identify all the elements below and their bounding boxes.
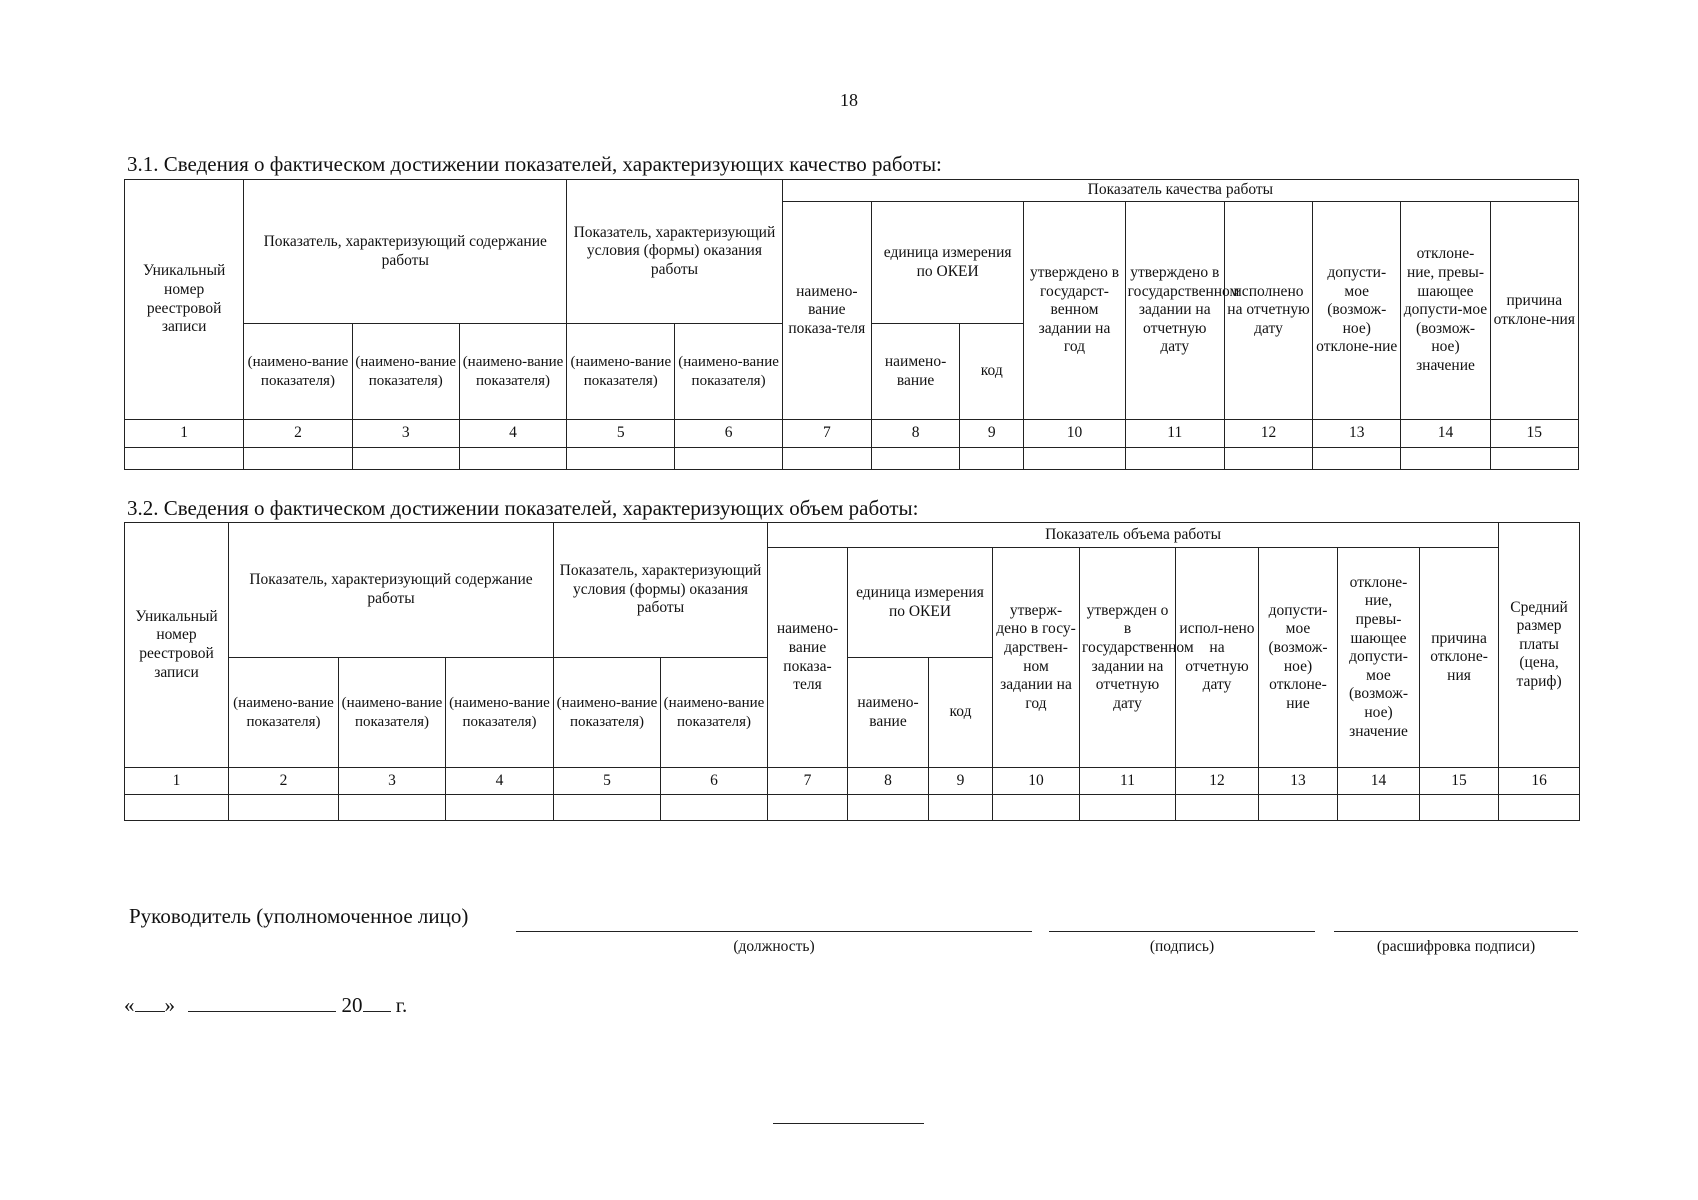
- table-cell[interactable]: [1176, 795, 1259, 821]
- table-cell[interactable]: [871, 448, 959, 470]
- sub-indicator-name: (наимено-вание показателя): [459, 324, 566, 420]
- table-cell[interactable]: [352, 448, 459, 470]
- close-quote: »: [164, 993, 175, 1017]
- table-cell[interactable]: [1420, 795, 1499, 821]
- column-number: 7: [768, 768, 848, 795]
- open-quote: «: [124, 993, 135, 1017]
- section-title-volume: 3.2. Сведения о фактическом достижении показателей, характеризующих объем работы:: [127, 496, 919, 520]
- table-cell[interactable]: [459, 448, 566, 470]
- column-number: 13: [1259, 768, 1338, 795]
- table-row-empty: [125, 448, 1579, 470]
- page-number: 18: [840, 90, 858, 110]
- column-number: 2: [244, 420, 352, 448]
- signature-caption: (подпись): [1149, 938, 1215, 955]
- header-quality-group: Показатель качества работы: [782, 180, 1578, 202]
- table-cell[interactable]: [1080, 795, 1176, 821]
- table-cell[interactable]: [554, 795, 661, 821]
- column-number: 11: [1125, 420, 1224, 448]
- table-cell[interactable]: [960, 448, 1024, 470]
- column-number: 3: [352, 420, 459, 448]
- table-cell[interactable]: [567, 448, 675, 470]
- table-cell[interactable]: [125, 448, 244, 470]
- header-executed: исполнено на отчетную дату: [1224, 202, 1312, 420]
- header-unit-name: наимено-вание: [848, 658, 929, 768]
- header-unit-okei: единица измерения по ОКЕИ: [871, 202, 1023, 324]
- year-suffix: г.: [395, 993, 408, 1017]
- table-cell[interactable]: [768, 795, 848, 821]
- year-blank[interactable]: [363, 993, 391, 1012]
- header-volume-group: Показатель объема работы: [768, 523, 1499, 548]
- column-number: 14: [1401, 420, 1490, 448]
- sub-indicator-name: (наимено-вание показателя): [675, 324, 782, 420]
- column-number: 5: [567, 420, 675, 448]
- volume-indicators-table: [124, 522, 1580, 821]
- footer-divider: [773, 1123, 924, 1124]
- table-cell[interactable]: [1499, 795, 1580, 821]
- header-indicator-name: наимено-вание показа-теля: [782, 202, 871, 420]
- table-cell[interactable]: [675, 448, 782, 470]
- table-cell[interactable]: [1224, 448, 1312, 470]
- header-executed: испол-нено на отчетную дату: [1176, 548, 1259, 768]
- header-unique-number: Уникальный номер реестровой записи: [125, 180, 244, 420]
- header-exceeding-deviation: отклоне-ние, превы-шающее допусти-мое (возмож-ное) значение: [1401, 202, 1490, 420]
- column-number: 6: [675, 420, 782, 448]
- column-number: 5: [554, 768, 661, 795]
- column-number: 15: [1420, 768, 1499, 795]
- column-number: 10: [1024, 420, 1125, 448]
- sub-indicator-name: (наимено-вание показателя): [567, 324, 675, 420]
- table-cell[interactable]: [125, 795, 229, 821]
- column-number: 13: [1313, 420, 1401, 448]
- date-line: [124, 993, 407, 1018]
- column-number: 4: [459, 420, 566, 448]
- column-number: 3: [339, 768, 446, 795]
- table-cell[interactable]: [1401, 448, 1490, 470]
- header-unit-name: наимено-вание: [871, 324, 959, 420]
- signature-decode-line[interactable]: [1334, 931, 1578, 932]
- sub-indicator-name: (наимено-вание показателя): [244, 324, 352, 420]
- section-title-quality: 3.1. Сведения о фактическом достижении показателей, характеризующих качество работы:: [127, 152, 942, 176]
- column-number: 15: [1490, 420, 1578, 448]
- column-number: 14: [1338, 768, 1420, 795]
- header-unit-code: код: [929, 658, 993, 768]
- header-average-fee: Средний размер платы (цена, тариф): [1499, 523, 1580, 768]
- header-approved-date: утверждено в государственном задании на отчетную дату: [1125, 202, 1224, 420]
- header-deviation-reason: причина отклоне-ния: [1490, 202, 1578, 420]
- table-cell[interactable]: [244, 448, 352, 470]
- column-number: 1: [125, 420, 244, 448]
- table-cell[interactable]: [661, 795, 768, 821]
- column-number: 10: [993, 768, 1080, 795]
- sub-indicator-name: (наимено-вание показателя): [352, 324, 459, 420]
- header-content-indicator: Показатель, характеризующий содержание работы: [229, 523, 554, 658]
- header-unit-code: код: [960, 324, 1024, 420]
- table-cell[interactable]: [848, 795, 929, 821]
- header-deviation-reason: причина отклоне-ния: [1420, 548, 1499, 768]
- header-exceeding-deviation: отклоне-ние, превы-шающее допусти-мое (возмож-ное) значение: [1338, 548, 1420, 768]
- header-allowed-deviation: допусти-мое (возмож-ное) отклоне-ние: [1259, 548, 1338, 768]
- day-blank[interactable]: [135, 993, 165, 1012]
- table-cell[interactable]: [1125, 448, 1224, 470]
- table-cell[interactable]: [993, 795, 1080, 821]
- table-cell[interactable]: [446, 795, 554, 821]
- header-conditions-indicator: Показатель, характеризующий условия (формы) оказания работы: [567, 180, 783, 324]
- header-conditions-indicator: Показатель, характеризующий условия (формы) оказания работы: [554, 523, 768, 658]
- sub-indicator-name: (наимено-вание показателя): [446, 658, 554, 768]
- column-number: 9: [929, 768, 993, 795]
- table-cell[interactable]: [1490, 448, 1578, 470]
- column-number: 1: [125, 768, 229, 795]
- position-line[interactable]: [516, 931, 1032, 932]
- table-row-empty: [125, 795, 1580, 821]
- column-number: 8: [871, 420, 959, 448]
- table-cell[interactable]: [1259, 795, 1338, 821]
- sub-indicator-name: (наимено-вание показателя): [661, 658, 768, 768]
- table-cell[interactable]: [929, 795, 993, 821]
- signature-label: Руководитель (уполномоченное лицо): [129, 904, 469, 928]
- table-cell[interactable]: [1338, 795, 1420, 821]
- table-cell[interactable]: [339, 795, 446, 821]
- header-approved-year: утверж-дено в госу-дарствен-ном задании на год: [993, 548, 1080, 768]
- column-number: 2: [229, 768, 339, 795]
- column-number: 8: [848, 768, 929, 795]
- header-unique-number: Уникальный номер реестровой записи: [125, 523, 229, 768]
- year-prefix: 20: [341, 993, 363, 1017]
- column-number: 9: [960, 420, 1024, 448]
- column-number: 7: [782, 420, 871, 448]
- header-approved-year: утверждено в государст-венном задании на год: [1024, 202, 1125, 420]
- month-blank[interactable]: [188, 993, 336, 1012]
- decode-caption: (расшифровка подписи): [1376, 938, 1536, 955]
- header-allowed-deviation: допусти-мое (возмож-ное) отклоне-ние: [1313, 202, 1401, 420]
- signature-line[interactable]: [1049, 931, 1315, 932]
- column-number: 12: [1224, 420, 1312, 448]
- table-cell[interactable]: [782, 448, 871, 470]
- sub-indicator-name: (наимено-вание показателя): [229, 658, 339, 768]
- sub-indicator-name: (наимено-вание показателя): [339, 658, 446, 768]
- sub-indicator-name: (наимено-вание показателя): [554, 658, 661, 768]
- table-cell[interactable]: [229, 795, 339, 821]
- quality-indicators-table: [124, 179, 1579, 470]
- header-approved-date: утвержден о в государственном задании на отчетную дату: [1080, 548, 1176, 768]
- header-unit-okei: единица измерения по ОКЕИ: [848, 548, 993, 658]
- column-number: 11: [1080, 768, 1176, 795]
- position-caption: (должность): [733, 938, 815, 955]
- column-number: 12: [1176, 768, 1259, 795]
- header-content-indicator: Показатель, характеризующий содержание работы: [244, 180, 567, 324]
- column-number: 6: [661, 768, 768, 795]
- table-cell[interactable]: [1313, 448, 1401, 470]
- column-number: 16: [1499, 768, 1580, 795]
- column-number: 4: [446, 768, 554, 795]
- header-indicator-name: наимено-вание показа-теля: [768, 548, 848, 768]
- table-cell[interactable]: [1024, 448, 1125, 470]
